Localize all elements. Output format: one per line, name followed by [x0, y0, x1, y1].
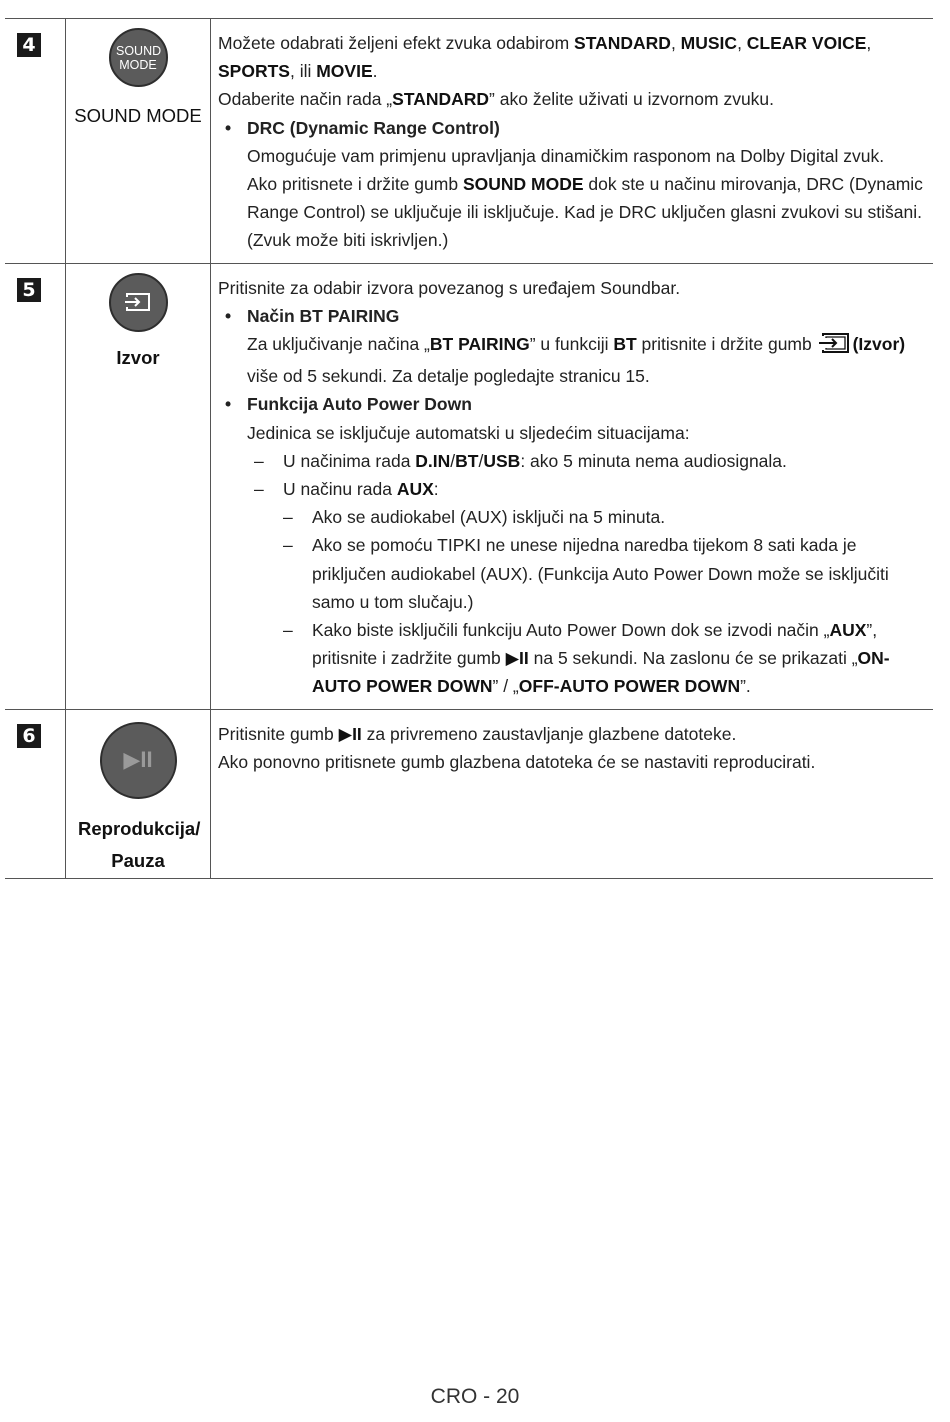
dash-item: – U načinima rada D.IN/BT/USB: ako 5 minuta nema audiosignala.: [218, 447, 929, 475]
row-number-cell: [5, 263, 66, 709]
table-row: [5, 709, 933, 878]
sound-mode-button-icon: [109, 28, 168, 87]
source-input-icon: [123, 291, 153, 313]
bullet-text: Jedinica se isključuje automatski u sljedećim situacijama:: [247, 422, 690, 443]
button-label: SOUND MODE: [74, 105, 202, 126]
bullet-heading: • DRC (Dynamic Range Control): [218, 114, 929, 142]
button-label: Izvor: [116, 346, 160, 368]
dash-item: – U načinu rada AUX:: [218, 475, 929, 503]
table-row: [5, 263, 933, 709]
description-paragraph: Pritisnite za odabir izvora povezanog s uređajem Soundbar.: [218, 277, 681, 298]
icon-cell: [66, 263, 211, 709]
table-row: [5, 19, 933, 264]
description-paragraph: Možete odabrati željeni efekt zvuka odabirom STANDARD, MUSIC, CLEAR VOICE, SPORTS, ili MOVIE.: [218, 33, 872, 82]
bullet-heading: • Funkcija Auto Power Down: [218, 390, 929, 418]
sub-dash-item: – Ako se pomoću TIPKI ne unese nijedna naredba tijekom 8 sati kada je priključen audiokabel (AUX). (Funkcija Auto Power Down može se isključiti samo u tom slučaju.): [218, 531, 929, 616]
bullet-heading: • Način BT PAIRING: [218, 302, 929, 330]
row-number-cell: [5, 709, 66, 878]
source-inline-icon: [817, 332, 851, 362]
bullet-text: Omogućuje vam primjenu upravljanja dinamičkim rasponom na Dolby Digital zvuk.: [247, 145, 885, 166]
function-table: [5, 18, 933, 879]
play-pause-button-icon: [100, 722, 177, 799]
description-paragraph: Pritisnite gumb ▶II za privremeno zaustavljanje glazbene datoteke.: [218, 723, 737, 744]
sub-dash-item: – Ako se audiokabel (AUX) isključi na 5 minuta.: [218, 503, 929, 531]
play-pause-inline-icon: ▶II: [505, 648, 529, 669]
description-cell: [211, 19, 934, 264]
bullet-text: Ako pritisnete i držite gumb SOUND MODE dok ste u načinu mirovanja, DRC (Dynamic Range Control) se uključuje ili isključuje. Kad je DRC uključen glasni zvukovi su stišani. (Zvuk može biti iskrivljen.): [247, 174, 923, 251]
row-number-badge: 4: [17, 33, 41, 57]
page-number: CRO - 20: [430, 1385, 520, 1408]
icon-cell: [66, 19, 211, 264]
description-cell: [211, 263, 934, 709]
row-number-badge: 6: [17, 724, 41, 748]
icon-cell: [66, 709, 211, 878]
sub-dash-item: – Kako biste isključili funkciju Auto Power Down dok se izvodi način „AUX”, pritisnite i zadržite gumb ▶II na 5 sekundi. Na zaslonu će se prikazati „ON-AUTO POWER DOWN” / „OFF-AUTO POWER DOWN”.: [218, 616, 929, 701]
description-cell: [211, 709, 934, 878]
sound-mode-button-text: SOUND MODE: [116, 43, 162, 72]
bullet-text: Za uključivanje načina „BT PAIRING” u funkciji BT pritisnite i držite gumb (Izvor) više od 5 sekundi. Za detalje pogledajte stranicu 15.: [247, 334, 906, 387]
row-number-badge: 5: [17, 278, 41, 302]
description-paragraph: Ako ponovno pritisnete gumb glazbena datoteka će se nastaviti reproducirati.: [218, 751, 816, 772]
description-paragraph: Odaberite način rada „STANDARD” ako želite uživati u izvornom zvuku.: [218, 89, 775, 110]
source-button-icon: [109, 273, 168, 332]
play-pause-symbol: ▶II: [123, 747, 153, 773]
play-pause-inline-icon: ▶II: [338, 723, 362, 744]
row-number-cell: [5, 19, 66, 264]
button-label: Reprodukcija/ Pauza: [78, 817, 201, 871]
